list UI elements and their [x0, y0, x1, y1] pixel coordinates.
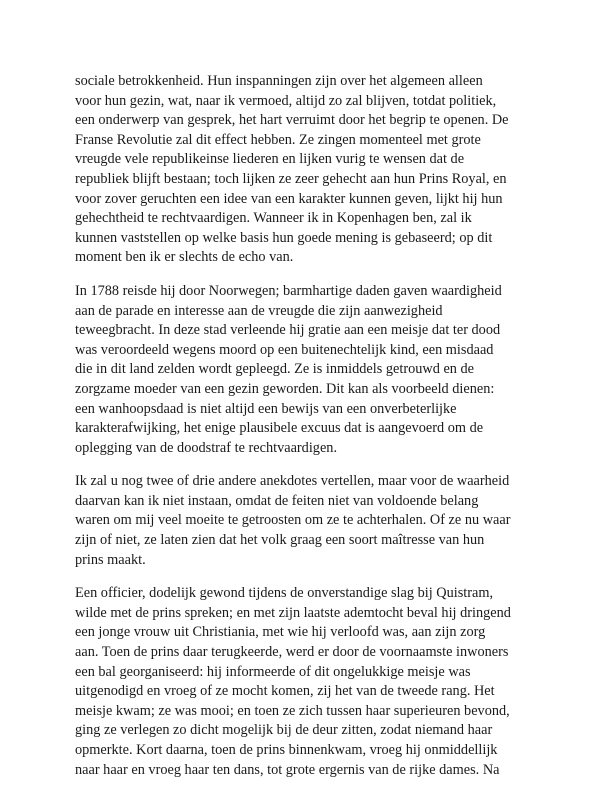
text-line: daarvan kan ik niet instaan, omdat de feiten niet van voldoende belang [75, 492, 479, 509]
text-line: waren om mij veel moeite te getroosten om ze te achterhalen. Of ze nu waar [75, 512, 511, 529]
text-line: Een officier, dodelijk gewond tijdens de onverstandige slag bij Quistram, [75, 585, 494, 602]
text-line: meisje kwam; ze was mooi; en toen ze zich tussen haar superieuren bevond, [75, 702, 510, 719]
text-line: naar haar en vroeg haar ten dans, tot grote ergernis van de rijke dames. Na [75, 761, 500, 778]
text-line: zijn of niet, ze laten zien dat het volk graag een soort maîtresse van hun [75, 532, 485, 549]
text-line: opmerkte. Kort daarna, toen de prins binnenkwam, vroeg hij onmiddellijk [75, 742, 498, 758]
text-line: kunnen vaststellen op welke basis hun goede mening is gebaseerd; op dit [75, 229, 493, 246]
text-line: ging ze verlegen zo dicht mogelijk bij de deur zitten, zodat niemand haar [75, 722, 493, 739]
paragraph [75, 72, 545, 268]
text-line: republiek blijft bestaan; toch lijken ze zeer gehecht aan hun Prins Royal, en [75, 170, 507, 187]
text-line: een jonge vrouw uit Christiania, met wie hij verloofd was, aan zijn zorg [75, 624, 486, 641]
text-line: die in dit land zelden wordt gepleegd. Ze is inmiddels getrouwd en de [75, 361, 475, 378]
text-line: prins maakt. [75, 551, 146, 568]
paragraph [75, 282, 545, 458]
paragraph [75, 584, 545, 780]
text-line: karakterafwijking, het enige plausibele excuus dat is aangevoerd om de [75, 420, 484, 437]
text-line: teweegbracht. In deze stad verleende hij gratie aan een meisje dat ter dood [75, 322, 501, 339]
text-line: gehechtheid te rechtvaardigen. Wanneer ik in Kopenhagen ben, zal ik [75, 210, 472, 227]
text-line: voor hun gezin, wat, naar ik vermoed, altijd zo zal blijven, totdat politiek, [75, 92, 497, 109]
text-line: voor zover geruchten een idee van een karakter kunnen geven, lijkt hij hun [75, 190, 503, 207]
text-line: vreugde vele republikeinse liederen en lijken vurig te wensen dat de [75, 151, 465, 168]
text-line: was veroordeeld wegens moord op een buitenechtelijk kind, een misdaad [75, 341, 494, 358]
text-line: wilde met de prins spreken; en met zijn laatste ademtocht beval hij dringend [75, 604, 511, 621]
text-line: een bal georganiseerd: hij informeerde of dit ongelukkige meisje was [75, 663, 471, 680]
text-line: aan. Toen de prins daar terugkeerde, werd er door de voornaamste inwoners [75, 644, 509, 661]
text-line: aan de parade en interesse aan de vreugde die zijn aanwezigheid [75, 302, 443, 319]
text-line: uitgenodigd en vroeg of ze mocht komen, zij het van de tweede rang. Het [75, 683, 495, 700]
text-line: sociale betrokkenheid. Hun inspanningen zijn over het algemeen alleen [75, 73, 483, 89]
text-line: In 1788 reisde hij door Noorwegen; barmhartige daden gaven waardigheid [75, 282, 502, 299]
paragraph [75, 472, 545, 570]
text-line: Ik zal u nog twee of drie andere anekdotes vertellen, maar voor de waarheid [75, 473, 510, 490]
text-line: oplegging van de doodstraf te rechtvaardigen. [75, 439, 338, 456]
text-line: moment ben ik er slechts de echo van. [75, 249, 294, 266]
text-line: zorgzame moeder van een gezin geworden. Dit kan als voorbeeld dienen: [75, 380, 495, 397]
text-line: een onderwerp van gesprek, het hart verruimt door het begrip te openen. De [75, 112, 509, 129]
document-page [75, 72, 545, 794]
text-line: een wanhoopsdaad is niet altijd een bewijs van een onverbeterlijke [75, 400, 457, 417]
text-line: Franse Revolutie zal dit effect hebben. Ze zingen momenteel met grote [75, 131, 481, 148]
